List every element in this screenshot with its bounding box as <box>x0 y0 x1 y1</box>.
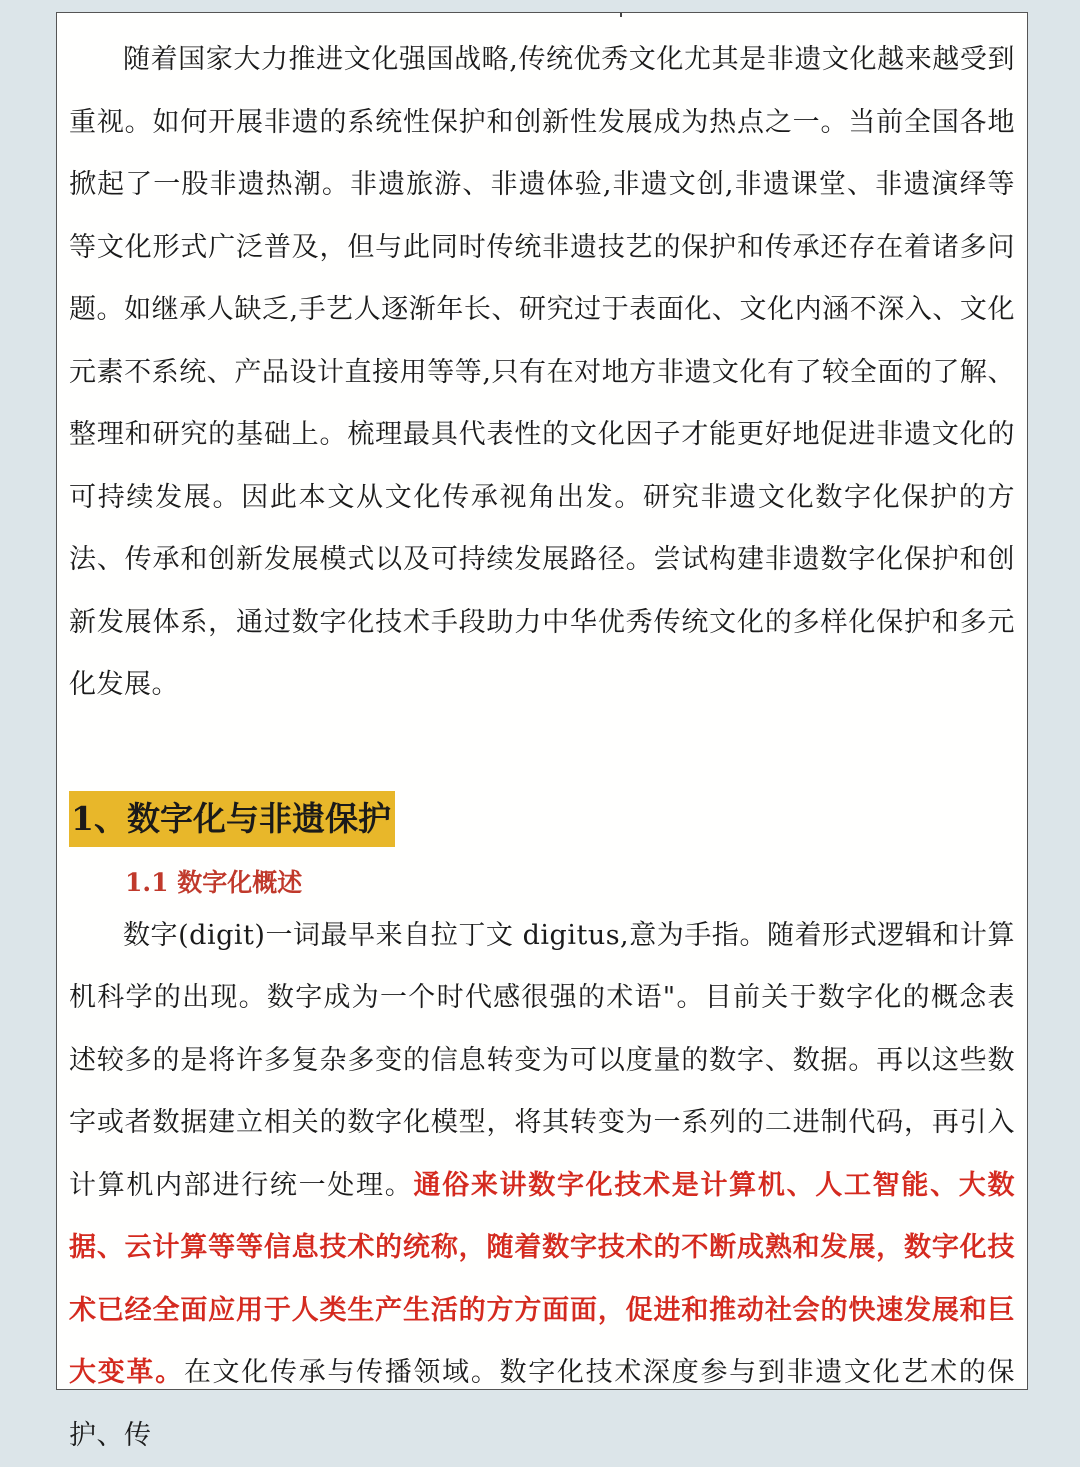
paragraph-text: 数字(digit)一词最早来自拉丁文 digitus,意为手指。随着形式逻辑和计算机科学的出现。数字成为一个时代感很强的术语"。目前关于数字化的概念表述较多的是将许多复杂多变的信息转变为可以度量的数字、数据。再以这些数字或者数据建立相关的数字化模型，将其转变为一系列的二进制代码，再引入计算机内部进行统一处理。 <box>69 920 1015 1201</box>
digitization-paragraph <box>69 905 1015 1467</box>
paragraph-text-continued: 在文化传承与传播领域。数字化技术深度参与到非遗文化艺术的保护、传 <box>69 1357 1015 1451</box>
page-top-mark <box>620 13 622 17</box>
emphasized-text: 通俗来讲数字化技术是计算机、人工智能、大数据、云计算等等信息技术的统称，随着数字技术的不断成熟和发展，数字化技术已经全面应用于人类生产生活的方方面面，促进和推动社会的快速发展和巨大变革。 <box>69 1170 1015 1389</box>
subsection-heading: 1.1 数字化概述 <box>69 861 1015 905</box>
document-content <box>69 29 1015 1467</box>
section-heading: 1、数字化与非遗保护 <box>69 791 395 847</box>
intro-paragraph: 随着国家大力推进文化强国战略,传统优秀文化尤其是非遗文化越来越受到重视。如何开展非遗的系统性保护和创新性发展成为热点之一。当前全国各地掀起了一股非遗热潮。非遗旅游、非遗体验,非遗文创,非遗课堂、非遗演绎等等文化形式广泛普及，但与此同时传统非遗技艺的保护和传承还存在着诸多问题。如继承人缺乏,手艺人逐渐年长、研究过于表面化、文化内涵不深入、文化元素不系统、产品设计直接用等等,只有在对地方非遗文化有了较全面的了解、整理和研究的基础上。梳理最具代表性的文化因子才能更好地促进非遗文化的可持续发展。因此本文从文化传承视角出发。研究非遗文化数字化保护的方法、传承和创新发展模式以及可持续发展路径。尝试构建非遗数字化保护和创新发展体系，通过数字化技术手段助力中华优秀传统文化的多样化保护和多元化发展。 <box>69 29 1015 717</box>
document-page <box>56 12 1028 1390</box>
